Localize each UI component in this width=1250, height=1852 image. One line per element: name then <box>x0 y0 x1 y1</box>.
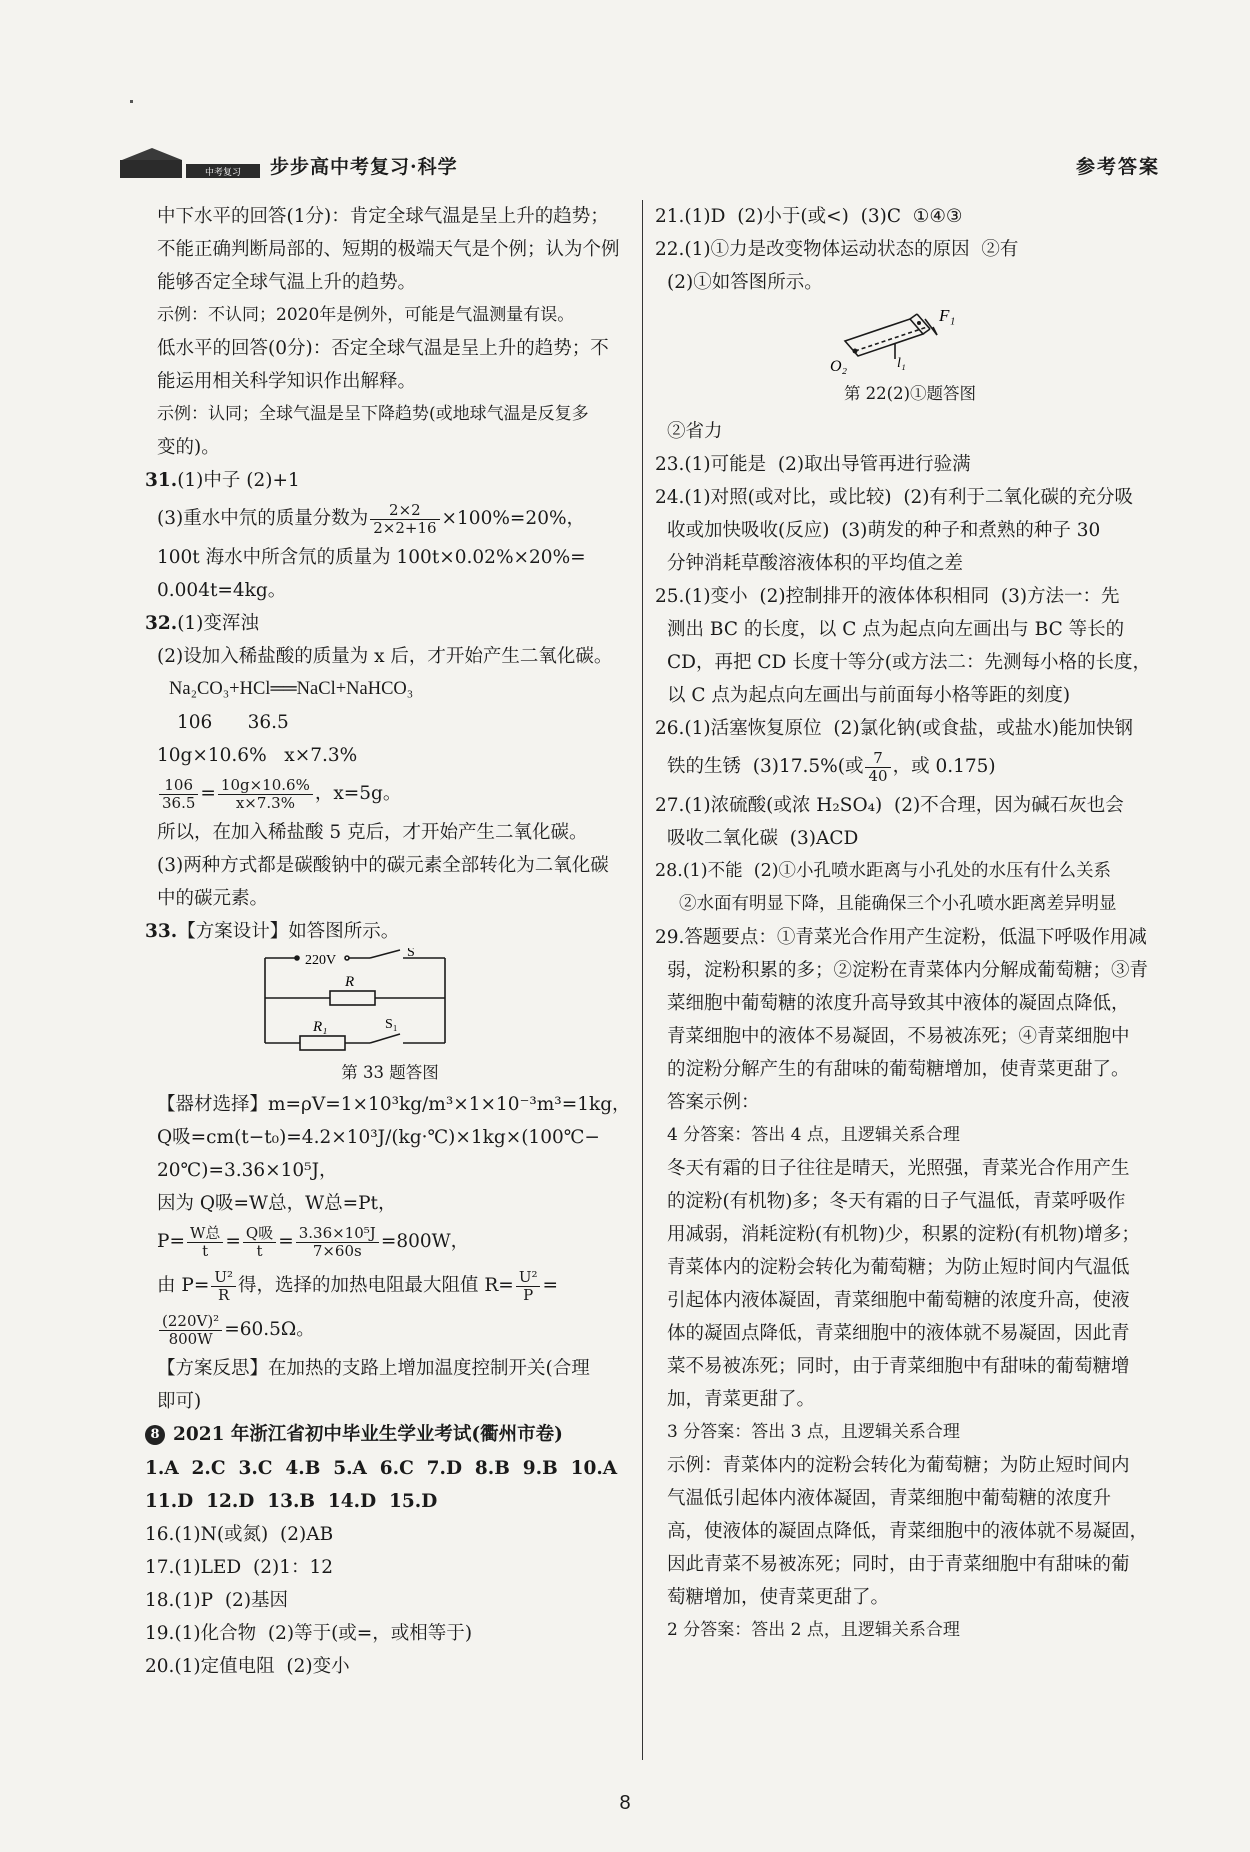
answer-text: ×100%=20%， <box>441 508 586 529</box>
page-header <box>120 140 1160 188</box>
voltage-label: 220V <box>305 953 337 968</box>
numerator: 7 <box>865 750 890 768</box>
text-line: 不能正确判断局部的、短期的极端天气是个例；认为个例 <box>157 239 620 260</box>
text-line: 气温低引起体内液体凝固，青菜细胞中葡萄糖的浓度升 <box>667 1488 1112 1509</box>
numerator: 2×2 <box>370 502 439 520</box>
text-line: 引起体内液体凝固，青菜细胞中葡萄糖的浓度升高，使液 <box>667 1290 1130 1311</box>
numerator: U² <box>516 1269 541 1287</box>
fraction <box>159 777 198 812</box>
series-logo <box>120 146 260 182</box>
question-24: 24.(1)对照(或对比，或比较) (2)有利于二氧化碳的充分吸 <box>655 487 1134 508</box>
fraction <box>187 1225 223 1260</box>
fraction <box>370 502 439 537</box>
numerator: 106 <box>159 777 198 795</box>
question-16: 16.(1)N(或氮) (2)AB <box>145 1524 334 1545</box>
text-line: 3 分答案：答出 3 点，且逻辑关系合理 <box>667 1422 960 1442</box>
denominator: 800W <box>168 1329 213 1348</box>
question-28: 28.(1)不能 (2)①小孔喷水距离与小孔处的水压有什么关系 <box>655 861 1112 881</box>
answer-text: (1)变浑浊 <box>177 613 259 634</box>
numerator: 3.36×10⁵J <box>296 1225 379 1243</box>
question-number: 32. <box>145 613 178 634</box>
column-divider <box>642 200 643 1760</box>
fraction <box>865 750 890 785</box>
answers-label: 参考答案 <box>1075 156 1160 178</box>
text-line: 中的碳元素。 <box>157 888 269 909</box>
text-line: 以 C 点为起点向左画出与前面每小格等距的刻度) <box>667 685 1071 706</box>
text-line: 因为 Q吸=W总，W总=Pt， <box>157 1193 397 1214</box>
resistor1-label: R₁ <box>313 1019 328 1035</box>
numerator: (220V)² <box>159 1313 222 1331</box>
answer-text: ，x=5g。 <box>314 783 402 804</box>
text-line: 收或加快吸收(反应) (3)萌发的种子和煮熟的种子 30 <box>667 520 1101 541</box>
denominator: x×7.3% <box>235 793 295 812</box>
denominator: 2×2+16 <box>373 518 437 537</box>
question-number: 33. <box>145 921 178 942</box>
text-line: 测出 BC 的长度，以 C 点为起点向左画出与 BC 等长的 <box>667 619 1125 640</box>
result-equation <box>145 1308 635 1352</box>
lever-diagram <box>655 299 1165 379</box>
section-badge: 8 <box>145 1425 165 1445</box>
answer-text: 【方案设计】如答图所示。 <box>177 921 400 942</box>
section-title: 2021 年浙江省初中毕业生学业考试(衢州市卷) <box>173 1424 563 1445</box>
chemical-equation: Na₂CO₃+HCl══NaCl+NaHCO₃ <box>169 679 414 699</box>
text-line: 变的)。 <box>157 437 220 458</box>
text-line: (2)①如答图所示。 <box>667 272 823 293</box>
text-line: 示例：认同；全球气温是呈下降趋势(或地球气温是反复多 <box>157 404 589 424</box>
numerator: U² <box>211 1269 236 1287</box>
text-line: 吸收二氧化碳 (3)ACD <box>667 828 859 849</box>
denominator: t <box>202 1241 209 1260</box>
text-line: 的淀粉分解产生的有甜味的葡萄糖增加，使青菜更甜了。 <box>667 1059 1130 1080</box>
text-line: 示例：不认同；2020年是例外，可能是气温测量有误。 <box>157 305 575 325</box>
text-line: 青菜体内的淀粉会转化为葡萄糖；为防止短时间内气温低 <box>667 1257 1130 1278</box>
answer-text: ，或 0.175) <box>892 756 996 777</box>
logo-label: 中考复习 <box>204 168 242 178</box>
fraction <box>243 1225 276 1260</box>
text-line: ②水面有明显下降，且能确保三个小孔喷水距离差异明显 <box>679 894 1117 914</box>
text-line: 用减弱，消耗淀粉(有机物)少，积累的淀粉(有机物)增多； <box>667 1224 1140 1245</box>
denominator: 36.5 <box>162 793 196 812</box>
question-27: 27.(1)浓硫酸(或浓 H₂SO₄) (2)不合理，因为碱石灰也会 <box>655 795 1124 816</box>
fraction <box>211 1269 236 1304</box>
answer-text: 铁的生锈 (3)17.5%(或 <box>667 756 864 777</box>
question-32 <box>145 607 635 640</box>
text-line: 弱，淀粉积累的多；②淀粉在青菜体内分解成葡萄糖；③青 <box>667 960 1149 981</box>
text-line: 加，青菜更甜了。 <box>667 1389 816 1410</box>
switch1-label: S₁ <box>385 1017 398 1032</box>
text-line: 分钟消耗草酸溶液体积的平均值之差 <box>667 553 964 574</box>
page-number: 8 <box>619 1792 631 1814</box>
answer-text: =800W， <box>380 1231 470 1252</box>
scan-speck <box>130 100 133 103</box>
question-26: 26.(1)活塞恢复原位 (2)氯化钠(或食盐，或盐水)能加快钢 <box>655 718 1134 739</box>
series-title: 步步高中考复习·科学 <box>270 156 458 178</box>
question-29: 29.答题要点：①青菜光合作用产生淀粉，低温下呼吸作用减 <box>655 927 1147 948</box>
text-line: 能运用相关科学知识作出解释。 <box>157 371 417 392</box>
text-line: 的淀粉(有机物)多；冬天有霜的日子气温低，青菜呼吸作 <box>667 1191 1126 1212</box>
proportion-line: $\frac{106}{36.5}$ = $\frac{10g\times 10.6\%}{x\times 7.3\%}$ ，x=5g。 <box>145 772 635 816</box>
text-line: 高，使液体的凝固点降低，青菜细胞中的液体就不易凝固， <box>667 1521 1149 1542</box>
circuit-figure <box>145 948 635 1058</box>
force-label: F₁ <box>939 306 956 325</box>
given-mass-line: 10g×10.6% x×7.3% <box>157 745 358 766</box>
question-22: 22.(1)①力是改变物体运动状态的原因 ②有 <box>655 239 1019 260</box>
text-line: Q吸=cm(t−t₀)=4.2×10³J/(kg·℃)×1kg×(100℃− <box>157 1127 600 1148</box>
text-line: 所以，在加入稀盐酸 5 克后，才开始产生二氧化碳。 <box>157 822 588 843</box>
fraction <box>296 1225 379 1260</box>
text-line: 即可) <box>157 1391 202 1412</box>
text-line: 体的凝固点降低，青菜细胞中的液体就不易凝固，因此青 <box>667 1323 1130 1344</box>
question-31 <box>145 464 635 497</box>
lever-arm-label: l₁ <box>897 356 906 371</box>
text-line: CD，再把 CD 长度十等分(或方法二：先测每小格的长度， <box>667 652 1151 673</box>
pivot-label: O₂ <box>830 358 848 375</box>
answer-text: (1)中子 (2)+1 <box>177 470 300 491</box>
text-line: (2)设加入稀盐酸的质量为 x 后，才开始产生二氧化碳。 <box>157 646 613 667</box>
denominator: P <box>523 1285 534 1304</box>
answer-text: (3)重水中氘的质量分数为 <box>157 508 369 529</box>
switch-label: S <box>407 948 415 960</box>
question-20: 20.(1)定值电阻 (2)变小 <box>145 1656 350 1677</box>
answer-text: 由 P= <box>157 1275 210 1296</box>
section-heading <box>145 1418 635 1452</box>
question-23: 23.(1)可能是 (2)取出导管再进行验满 <box>655 454 971 475</box>
figure-caption: 第 33 题答图 <box>341 1063 439 1082</box>
mc-answers: 1.A 2.C 3.C 4.B 5.A 6.C 7.D 8.B 9.B 10.A <box>145 1458 618 1479</box>
numerator: Q吸 <box>243 1225 276 1243</box>
right-column <box>655 200 1165 1647</box>
text-line: 答案示例： <box>667 1092 760 1113</box>
text-line <box>655 745 1165 789</box>
text-line: 冬天有霜的日子往往是晴天，光照强，青菜光合作用产生 <box>667 1158 1130 1179</box>
resistor-label: R <box>345 974 355 990</box>
numerator: W总 <box>187 1225 223 1243</box>
text-line: 萄糖增加，使青菜更甜了。 <box>667 1587 890 1608</box>
answer-text: = <box>542 1275 558 1296</box>
denominator: t <box>256 1241 263 1260</box>
text-line: 菜细胞中葡萄糖的浓度升高导致其中液体的凝固点降低， <box>667 993 1130 1014</box>
answer-text: P= <box>157 1231 185 1252</box>
text-line: 低水平的回答(0分)：否定全球气温是呈上升的趋势；不 <box>157 338 609 359</box>
text-line: 2 分答案：答出 2 点，且逻辑关系合理 <box>667 1620 960 1640</box>
question-21: 21.(1)D (2)小于(或<) (3)C ①④③ <box>655 206 963 227</box>
text-line: 因此青菜不易被冻死；同时，由于青菜细胞中有甜味的葡 <box>667 1554 1130 1575</box>
text-line: 青菜细胞中的液体不易凝固，不易被冻死；④青菜细胞中 <box>667 1026 1130 1047</box>
resistance-equation <box>145 1264 635 1308</box>
question-19: 19.(1)化合物 (2)等于(或=，或相等于) <box>145 1623 473 1644</box>
text-line: 【方案反思】在加热的支路上增加温度控制开关(合理 <box>157 1358 590 1379</box>
answer-text: 得，选择的加热电阻最大阻值 R= <box>238 1275 514 1296</box>
text-line: 能够否定全球气温上升的趋势。 <box>157 272 417 293</box>
text-line: (3)两种方式都是碳酸钠中的碳元素全部转化为二氧化碳 <box>157 855 609 876</box>
text-line: 0.004t=4kg。 <box>157 580 287 601</box>
text-line: 4 分答案：答出 4 点，且逻辑关系合理 <box>667 1125 960 1145</box>
denominator: R <box>218 1285 230 1304</box>
question-18: 18.(1)P (2)基因 <box>145 1590 289 1611</box>
text-line: 中下水平的回答(1分)：肯定全球气温是呈上升的趋势； <box>157 206 609 227</box>
denominator: 40 <box>868 766 888 785</box>
fraction <box>218 777 313 812</box>
question-25: 25.(1)变小 (2)控制排开的液体体积相同 (3)方法一：先 <box>655 586 1120 607</box>
power-equation: P= $\frac{\text{W总}}{t}$ = $\frac{\text{Q吸}}{t}$ = $\frac{\text{3.36×10⁵J}}{7\times 60s}$ =800W， <box>157 1223 470 1260</box>
numerator: 10g×10.6% <box>218 777 313 795</box>
denominator: 7×60s <box>312 1241 362 1260</box>
left-column <box>145 200 635 1683</box>
text-line: ②省力 <box>667 421 723 442</box>
question-33 <box>145 915 635 948</box>
text-line: 菜不易被冻死；同时，由于青菜细胞中有甜味的葡萄糖增 <box>667 1356 1130 1377</box>
text-line: 示例：青菜体内的淀粉会转化为葡萄糖；为防止短时间内 <box>667 1455 1130 1476</box>
question-17: 17.(1)LED (2)1：12 <box>145 1557 334 1578</box>
molar-mass-line: 106 36.5 <box>177 712 289 733</box>
lever-figure <box>655 299 1165 379</box>
question-number: 31. <box>145 470 178 491</box>
text-line: 【器材选择】m=ρV=1×10³kg/m³×1×10⁻³m³=1kg， <box>157 1094 631 1115</box>
fraction <box>159 1313 222 1348</box>
text-line: 100t 海水中所含氘的质量为 100t×0.02%×20%= <box>157 547 586 568</box>
mc-answers: 11.D 12.D 13.B 14.D 15.D <box>145 1491 438 1512</box>
text-line <box>145 497 635 541</box>
circuit-diagram <box>145 948 635 1058</box>
figure-caption: 第 22(2)①题答图 <box>843 384 977 403</box>
text-line: 20℃)=3.36×10⁵J， <box>157 1160 338 1181</box>
answer-text: =60.5Ω。 <box>224 1319 315 1340</box>
fraction <box>516 1269 541 1304</box>
